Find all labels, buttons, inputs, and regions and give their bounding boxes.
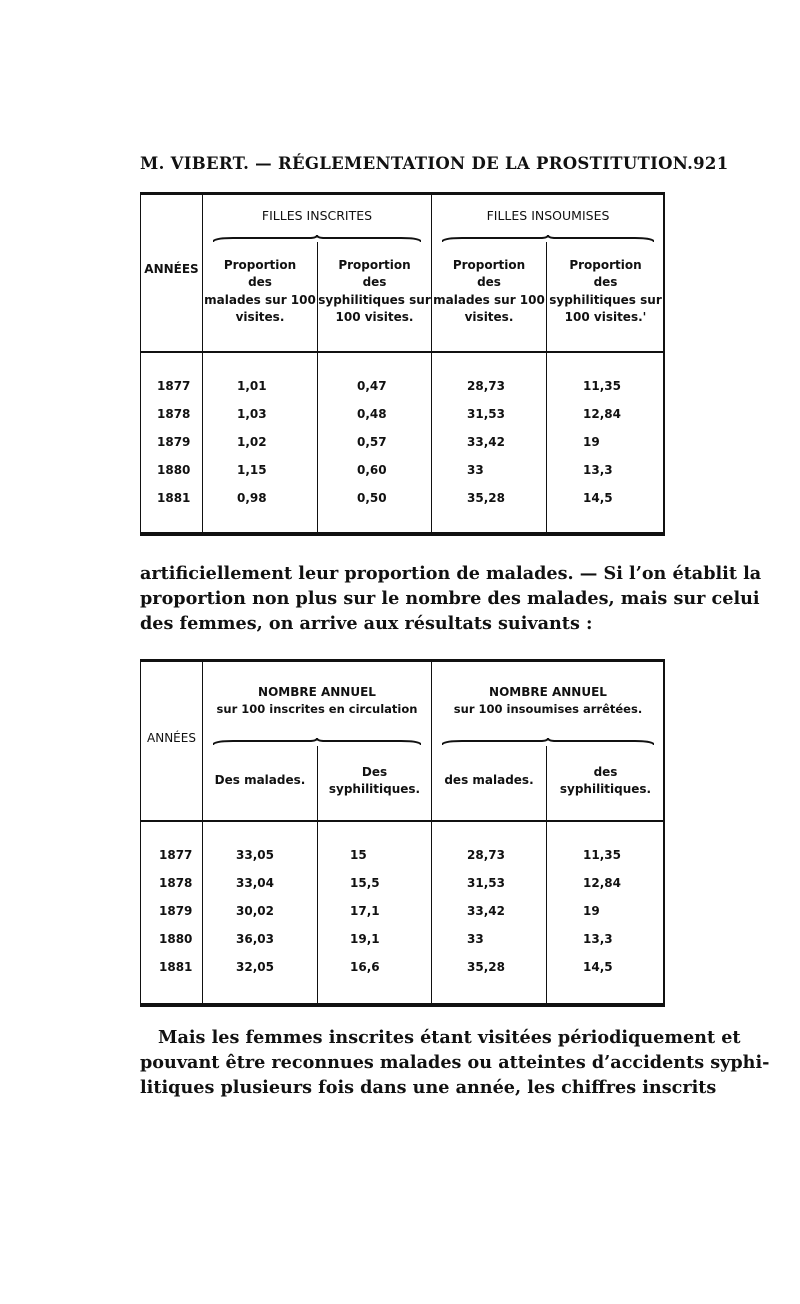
paragraph-line: litiques plusieurs fois dans une année, les chiffres inscrits <box>140 1077 717 1098</box>
year-cell: 1879 <box>157 435 191 449</box>
value-cell: 1,03 <box>237 407 267 421</box>
value-cell: 15,5 <box>350 876 380 890</box>
col-header-insoumises-syphilitiques: des syphilitiques. <box>559 765 652 797</box>
value-cell: 32,05 <box>236 960 274 974</box>
value-cell: 11,35 <box>583 379 621 393</box>
value-cell: 36,03 <box>236 932 274 946</box>
value-cell: 33,05 <box>236 848 274 862</box>
table-row <box>141 848 663 868</box>
value-cell: 11,35 <box>583 848 621 862</box>
value-cell: 1,01 <box>237 379 267 393</box>
years-header: ANNÉES <box>147 731 196 745</box>
paragraph-line: pouvant être reconnues malades ou atteintes d’accidents syphi- <box>140 1052 770 1073</box>
value-cell: 1,15 <box>237 463 267 477</box>
col-header-inscrites-malades: Proportion des malades sur 100 visites. <box>204 258 316 325</box>
table-row <box>141 876 663 896</box>
table-row <box>141 932 663 952</box>
value-cell: 33 <box>467 463 484 477</box>
group-header-inscrites: NOMBRE ANNUEL sur 100 inscrites en circulation <box>216 685 418 717</box>
running-header <box>140 154 729 173</box>
table-row <box>141 407 663 427</box>
running-title: M. VIBERT. — RÉGLEMENTATION DE LA PROSTITUTION. <box>140 154 694 173</box>
value-cell: 12,84 <box>583 876 621 890</box>
value-cell: 0,60 <box>357 463 387 477</box>
value-cell: 28,73 <box>467 848 505 862</box>
value-cell: 0,47 <box>357 379 387 393</box>
value-cell: 31,53 <box>467 876 505 890</box>
value-cell: 33,42 <box>467 435 505 449</box>
year-cell: 1879 <box>159 904 193 918</box>
table-row <box>141 960 663 980</box>
header-rule <box>141 351 664 353</box>
paragraph-intro <box>140 561 762 636</box>
paragraph-line: proportion non plus sur le nombre des malades, mais sur celui <box>140 588 760 609</box>
table-row <box>141 463 663 483</box>
value-cell: 12,84 <box>583 407 621 421</box>
table-row <box>141 379 663 399</box>
value-cell: 0,98 <box>237 491 267 505</box>
paragraph-line: artificiellement leur proportion de malades. — Si l’on établit la <box>140 563 762 584</box>
value-cell: 13,3 <box>583 932 613 946</box>
col-header-insoumises-malades: Proportion des malades sur 100 visites. <box>433 258 545 325</box>
table-nombre-annuel <box>140 659 665 1007</box>
value-cell: 14,5 <box>583 491 613 505</box>
value-cell: 16,6 <box>350 960 380 974</box>
year-cell: 1881 <box>159 960 193 974</box>
brace-icon <box>442 738 654 746</box>
paragraph-continuation <box>140 1025 770 1100</box>
years-header: ANNÉES <box>144 262 199 276</box>
year-cell: 1878 <box>159 876 193 890</box>
year-cell: 1881 <box>157 491 191 505</box>
value-cell: 14,5 <box>583 960 613 974</box>
col-header-insoumises-malades: des malades. <box>444 773 534 787</box>
value-cell: 0,48 <box>357 407 387 421</box>
year-cell: 1877 <box>157 379 191 393</box>
year-cell: 1878 <box>157 407 191 421</box>
table-row <box>141 904 663 924</box>
value-cell: 19 <box>583 435 600 449</box>
paragraph-line: des femmes, on arrive aux résultats suivants : <box>140 613 593 634</box>
year-cell: 1880 <box>159 932 193 946</box>
value-cell: 35,28 <box>467 491 505 505</box>
group-header-insoumises: FILLES INSOUMISES <box>486 208 610 223</box>
value-cell: 13,3 <box>583 463 613 477</box>
col-header-insoumises-syphilitiques: Proportion des syphilitiques sur 100 visites.' <box>549 258 662 325</box>
brace-icon <box>442 235 654 243</box>
header-rule <box>141 820 664 822</box>
year-cell: 1880 <box>157 463 191 477</box>
paragraph-line: Mais les femmes inscrites étant visitées périodiquement et <box>158 1027 741 1048</box>
value-cell: 28,73 <box>467 379 505 393</box>
value-cell: 19,1 <box>350 932 380 946</box>
column-rule <box>431 195 432 535</box>
value-cell: 35,28 <box>467 960 505 974</box>
value-cell: 33 <box>467 932 484 946</box>
table-row <box>141 435 663 455</box>
value-cell: 0,57 <box>357 435 387 449</box>
value-cell: 33,04 <box>236 876 274 890</box>
table-row <box>141 491 663 511</box>
col-header-inscrites-malades: Des malades. <box>214 773 306 787</box>
value-cell: 1,02 <box>237 435 267 449</box>
brace-icon <box>213 738 421 746</box>
page-number: 921 <box>693 154 729 173</box>
value-cell: 31,53 <box>467 407 505 421</box>
year-cell: 1877 <box>159 848 193 862</box>
col-header-inscrites-syphilitiques: Des syphilitiques. <box>328 765 421 797</box>
brace-icon <box>213 235 421 243</box>
group-header-inscrites: FILLES INSCRITES <box>261 208 373 223</box>
value-cell: 19 <box>583 904 600 918</box>
value-cell: 0,50 <box>357 491 387 505</box>
value-cell: 33,42 <box>467 904 505 918</box>
value-cell: 17,1 <box>350 904 380 918</box>
value-cell: 15 <box>350 848 367 862</box>
column-rule <box>202 195 203 535</box>
table-filles-proportions <box>140 192 665 536</box>
value-cell: 30,02 <box>236 904 274 918</box>
col-header-inscrites-syphilitiques: Proportion des syphilitiques sur 100 visites. <box>318 258 431 325</box>
group-header-insoumises: NOMBRE ANNUEL sur 100 insoumises arrêtées. <box>453 685 643 717</box>
